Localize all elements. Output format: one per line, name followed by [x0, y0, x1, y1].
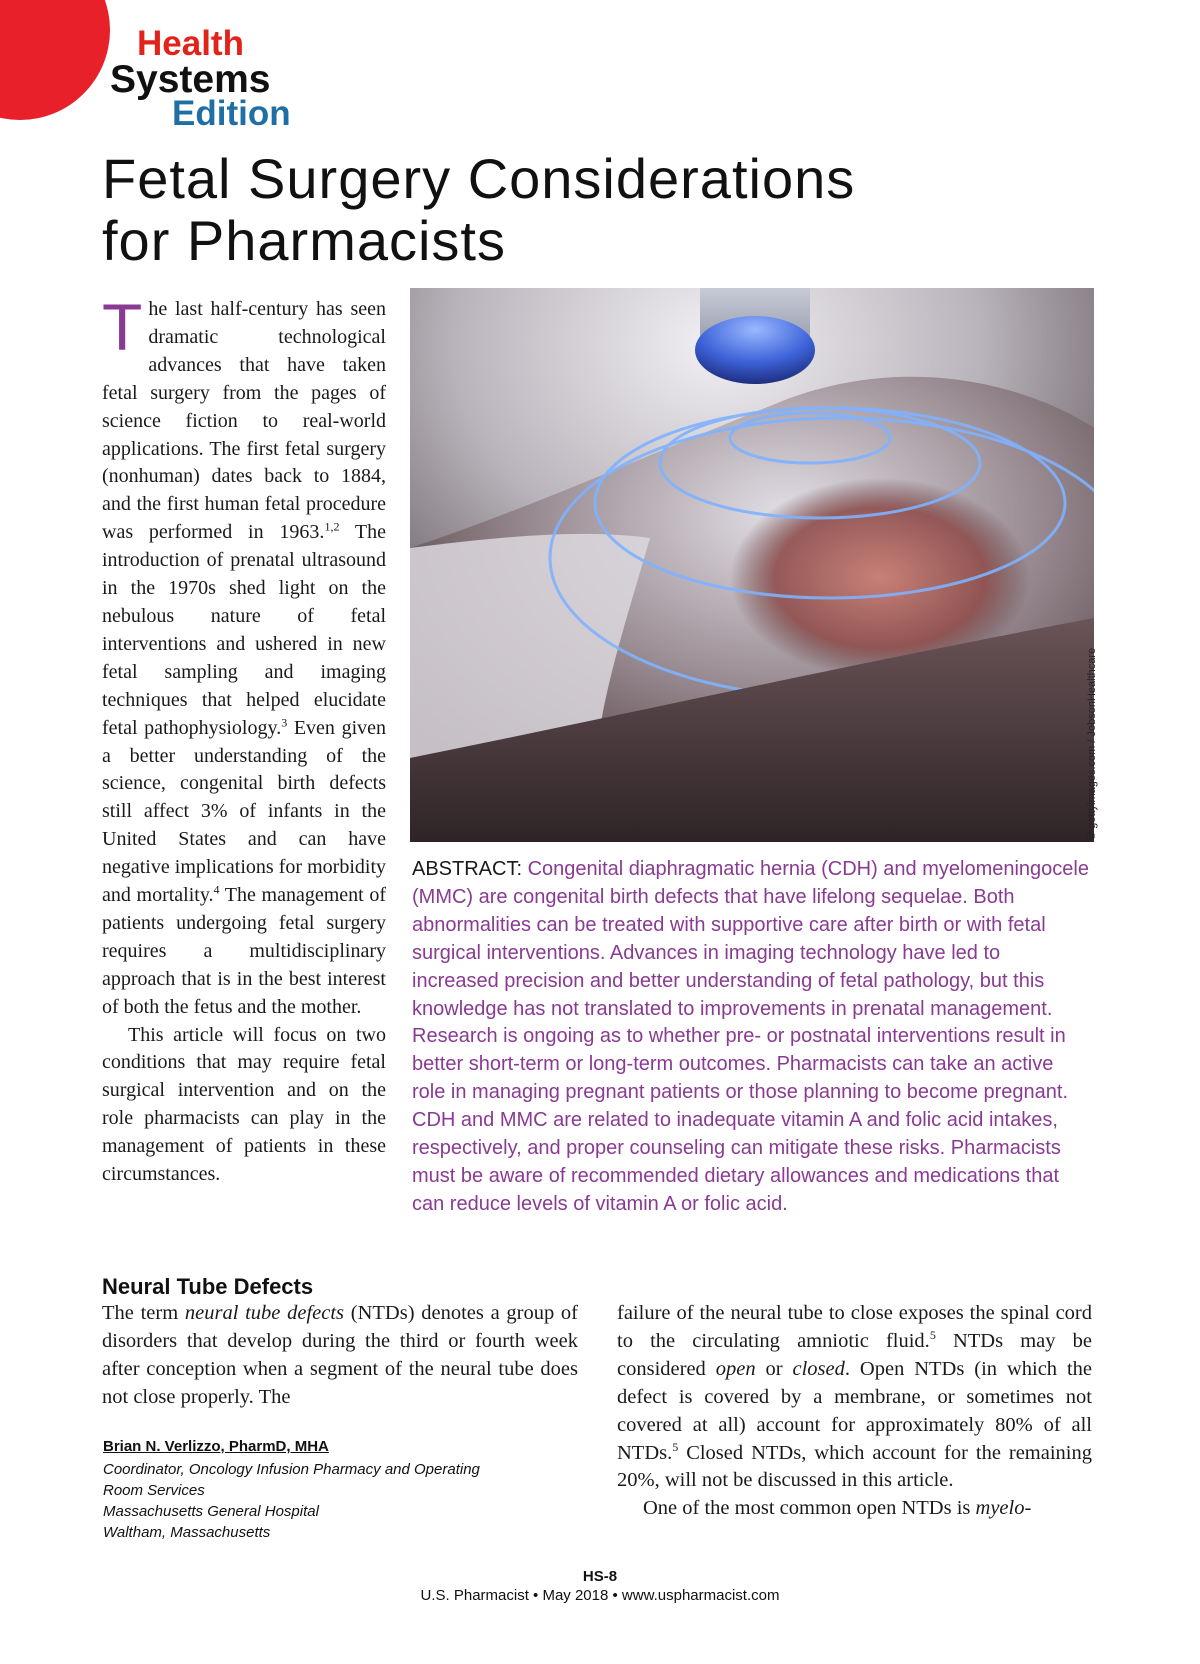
page-footer [0, 1568, 1200, 1604]
edition-edition: Edition [172, 94, 291, 133]
edition-systems: Systems [110, 58, 271, 101]
ntd-right-a: failure of the neural tube to close exposes the spinal cord to the circulating amniotic fluid. [617, 1302, 1092, 1352]
ntd-right-e: Closed NTDs, which account for the remaining 20%, will not be discussed in this article. [617, 1441, 1092, 1492]
ntd-right-p2-em: myelo- [975, 1497, 1032, 1520]
author-location: Waltham, Massachusetts [103, 1524, 271, 1541]
ntd-left-a: The term [102, 1302, 185, 1324]
intro-p1-b: The introduction of prenatal ultrasound in the 1970s shed light on the nebulous nature of fetal interventions and ushered in new fetal sampling and imaging techniques that helped elucidate fetal pathophysiology. [102, 521, 386, 739]
ntd-right-c: or [755, 1357, 793, 1380]
author-name: Brian N. Verlizzo, PharmD, MHA [103, 1438, 329, 1455]
brand-red-circle [0, 0, 110, 120]
citation-5b: 5 [672, 1439, 679, 1454]
ntd-right-p2-a: One of the most common open NTDs is [643, 1497, 976, 1520]
photo-illustration [410, 288, 1094, 842]
ntd-right-em-closed: closed [792, 1357, 845, 1380]
photo-credit: © gettyimages.com / JobsonHealthcare [1086, 647, 1098, 840]
abstract-text: Congenital diaphragmatic hernia (CDH) and myelomeningocele (MMC) are congenital birth defects that have lifelong sequelae. Both abnormalities can be treated with supportive care after birth or with fetal surgical interventions. Advances in imaging technology have led to increased precision and better understanding of fetal pathology, but this knowledge has not translated to improvements in prenatal management. Research is ongoing as to whether pre- or postnatal interventions result in better short-term or long-term outcomes. Pharmacists can take an active role in managing pregnant patients or those planning to become pregnant. CDH and MMC are related to inadequate vitamin A and folic acid intakes, respectively, and proper counseling can mitigate these risks. Pharmacists must be aware of recommended dietary allowances and medications that can reduce levels of vitamin A or folic acid. [412, 858, 1089, 1215]
abstract-label: ABSTRACT: [412, 858, 528, 880]
author-block [103, 1438, 563, 1543]
citation-1-2: 1,2 [324, 519, 340, 534]
edition-health: Health [137, 24, 244, 63]
intro-column [102, 290, 387, 1189]
ntd-left-b: (NTDs) denotes a group of disorders that develop during the third or fourth week after conception when a segment of the neural tube does not close properly. The [102, 1302, 579, 1408]
title-line-2: for Pharmacists [102, 209, 506, 272]
section-heading-neural-tube-defects: Neural Tube Defects [102, 1274, 314, 1299]
ntd-right-paragraph-2 [617, 1495, 1092, 1523]
title-line-1: Fetal Surgery Considerations [102, 147, 856, 210]
author-title-line-1: Coordinator, Oncology Infusion Pharmacy and Operating [103, 1461, 480, 1478]
footer-publication-line: U.S. Pharmacist • May 2018 • www.uspharmacist.com [420, 1587, 780, 1604]
ntd-right-b: NTDs may be considered [617, 1329, 1092, 1380]
intro-p1-c: Even given a better understanding of the science, congenital birth defects still affect 3% of infants in the United States and can have negative implications for morbidity and mortality. [102, 716, 387, 907]
drop-cap: T [102, 290, 143, 364]
ntd-right-paragraph-1 [617, 1300, 1092, 1495]
citation-5a: 5 [929, 1328, 936, 1343]
ntd-left-em: neural tube defects [184, 1302, 345, 1324]
page-number: HS-8 [582, 1568, 618, 1585]
author-affiliation: Massachusetts General Hospital [103, 1503, 319, 1520]
intro-p1-a: he last half-century has seen dramatic technological advances that have taken fetal surgery from the pages of science fiction to real-world applications. The first fetal surgery (nonhuman) dates back to 1884, and the first human fetal procedure was performed in 1963. [102, 298, 386, 544]
intro-paragraph-1 [102, 290, 387, 1022]
intro-p1-d: The management of patients undergoing fetal surgery requires a multidisciplinary approach that is in the best interest of both the fetus and the mother. [102, 884, 386, 1018]
fetal-ultrasound-photo [410, 288, 1094, 842]
intro-paragraph-2: This article will focus on two conditions that may require fetal surgical intervention and on the role pharmacists can play in the management of patients in these circumstances. [102, 1023, 386, 1186]
citation-4: 4 [213, 882, 220, 897]
citation-3: 3 [281, 714, 288, 729]
ntd-right-em-open: open [715, 1357, 756, 1380]
author-title-line-2: Room Services [103, 1482, 205, 1499]
article-title [102, 148, 1002, 272]
ntd-right-column [617, 1300, 1092, 1523]
ntd-left-column [102, 1300, 578, 1412]
abstract [412, 856, 1092, 1219]
ntd-right-d: . Open NTDs (in which the defect is covered by a membrane, or sometimes not covered at all) account for approximately 80% of all NTDs. [617, 1357, 1093, 1464]
